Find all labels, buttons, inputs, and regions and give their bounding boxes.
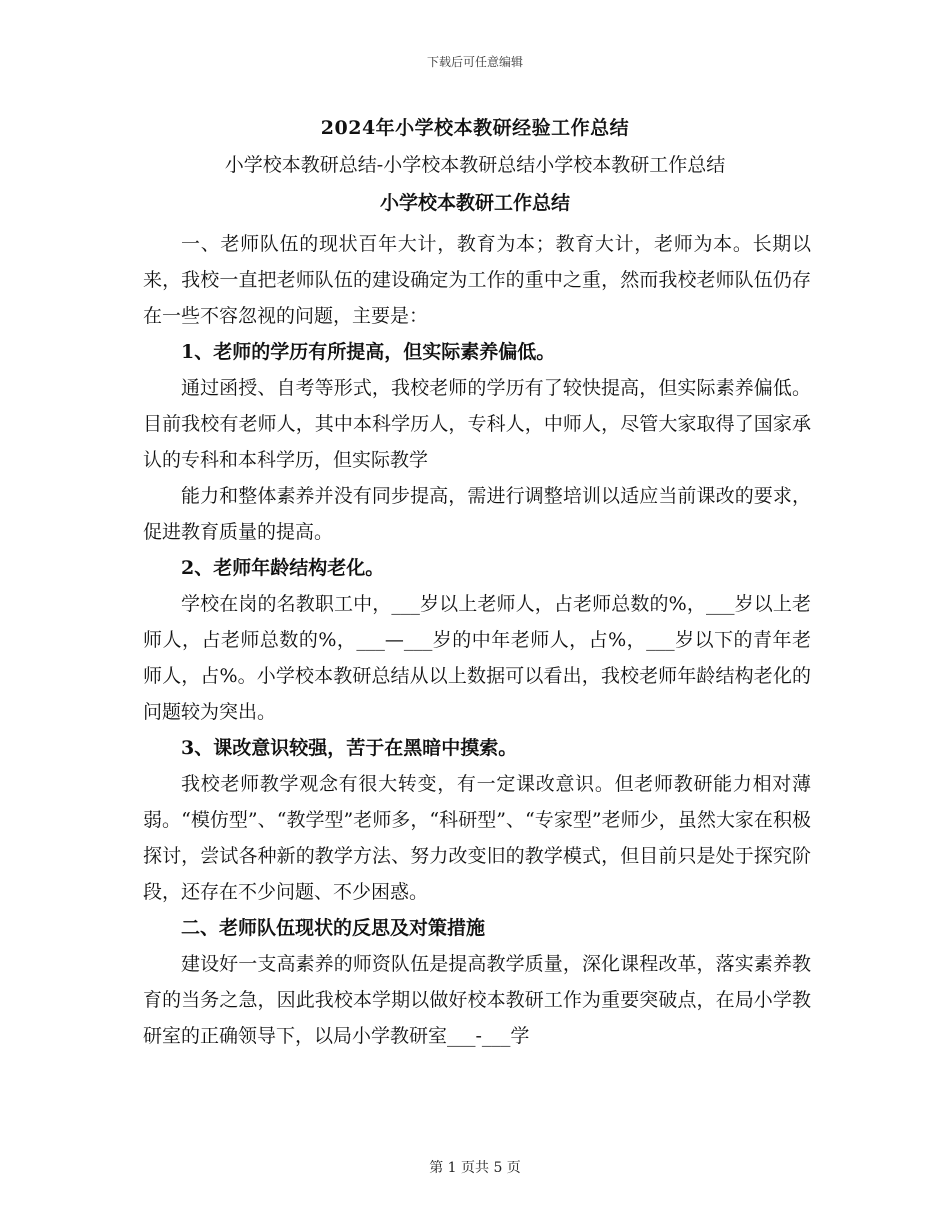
paragraph-1: 一、老师队伍的现状百年大计，教育为本；教育大计，老师为本。长期以来，我校一直把老师队伍的建设确定为工作的重中之重，然而我校老师队伍仍存在一些不容忽视的问题，主要是： [143,233,811,327]
paragraph-6: 建设好一支高素养的师资队伍是提高教学质量，深化课程改革，落实素养教育的当务之急，因此我校本学期以做好校本教研工作为重要突破点，在局小学教研室的正确领导下，以局小学教研室___-___学 [143,953,811,1047]
heading-1: 1、老师的学历有所提高，但实际素养偏低。 [181,341,556,363]
heading-3: 3、课改意识较强，苦于在黑暗中摸索。 [181,737,518,759]
heading-4: 二、老师队伍现状的反思及对策措施 [181,917,486,939]
paragraph-5: 我校老师教学观念有很大转变，有一定课改意识。但老师教研能力相对薄弱。“模仿型”、“教学型”老师多，“科研型”、“专家型”老师少，虽然大家在积极探讨，尝试各种新的教学方法、努力改变旧的教学模式，但目前只是处于探究阶段，还存在不少问题、不少困惑。 [143,773,811,903]
paragraph-2: 通过函授、自考等形式，我校老师的学历有了较快提高，但实际素养偏低。目前我校有老师人，其中本科学历人，专科人，中师人，尽管大家取得了国家承认的专科和本科学历，但实际教学 [143,377,811,471]
section-title: 小学校本教研工作总结 [379,192,570,214]
page-header-note: 下载后可任意编辑 [426,55,523,69]
paragraph-4: 学校在岗的名教职工中，___岁以上老师人，占老师总数的%，___岁以上老师人，占老师总数的%，___—___岁的中年老师人，占%，___岁以下的青年老师人，占%。小学校本教研总结从以上数据可以看出，我校老师年龄结构老化的问题较为突出。 [143,593,811,723]
document-subtitle: 小学校本教研总结-小学校本教研总结小学校本教研工作总结 [224,154,726,176]
paragraph-3: 能力和整体素养并没有同步提高，需进行调整培训以适应当前课改的要求，促进教育质量的提高。 [143,485,811,543]
page-footer: 第 1 页共 5 页 [429,1160,521,1176]
heading-2: 2、老师年龄结构老化。 [181,557,385,579]
document-body [143,226,811,1054]
document-title: 2024年小学校本教研经验工作总结 [320,117,630,139]
